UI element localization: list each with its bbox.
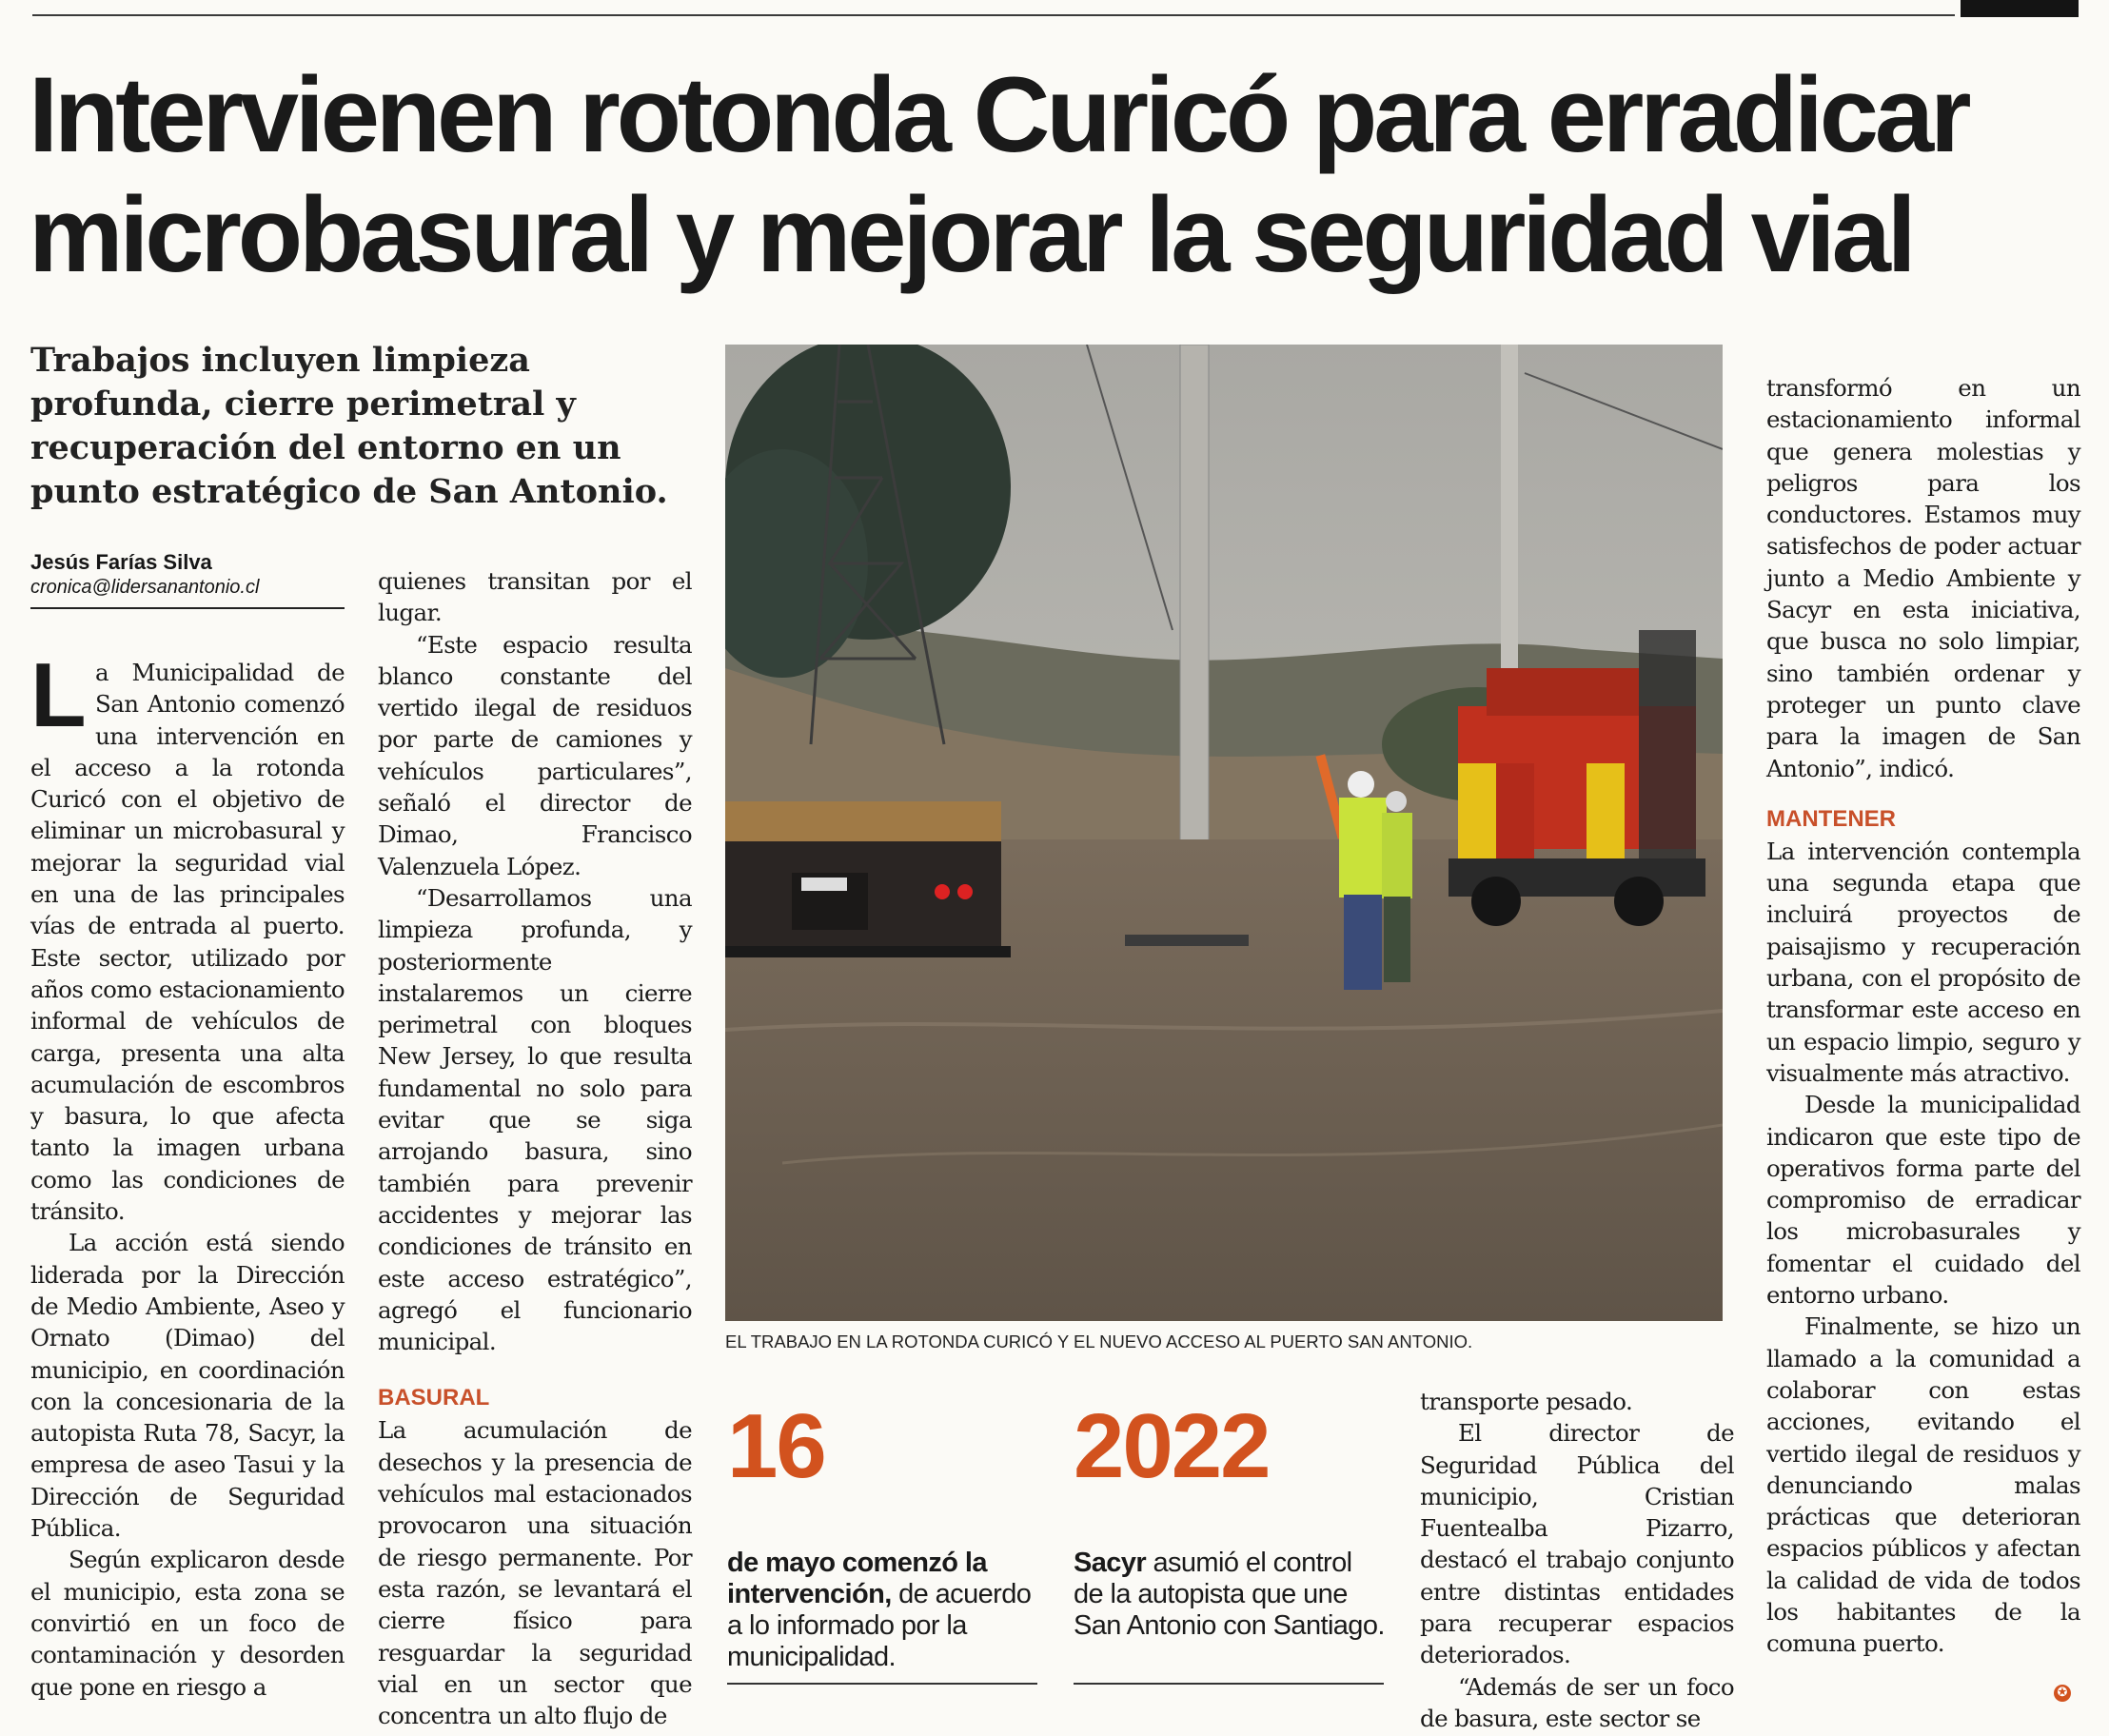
section-tab: [1961, 0, 2079, 17]
body-paragraph: quienes transitan por el lugar.: [378, 567, 692, 627]
top-rule: [32, 14, 1955, 16]
photo-flatbed-truck: [725, 801, 1011, 957]
body-paragraph: transporte pesado.: [1420, 1388, 1633, 1415]
body-paragraph: La acumulación de desechos y la presencia de vehículos mal estacionados provocaron una situación de riesgo permanente. Por esta razón, se levantará el cierre físico para resguardar la seguridad vial en un sector que concentra un alto flujo de: [378, 1416, 692, 1730]
article-column-2: [378, 565, 692, 1731]
body-paragraph: [30, 644, 345, 1227]
stat-number-2: 2022: [1074, 1395, 1270, 1497]
subheadline: Trabajos incluyen limpieza profunda, cierre perimetral y recuperación del entorno en un punto estratégico de San Antonio.: [30, 341, 668, 511]
stat-rule: [1074, 1683, 1384, 1685]
stat-label-bold: de mayo comenzó la intervención,: [727, 1548, 987, 1609]
body-paragraph: La intervención contempla una segunda etapa que incluirá proyectos de paisajismo y recuperación urbana, con el propósito de transformar este acceso en un espacio limpio, seguro y visualmente más atractivo.: [1766, 837, 2080, 1087]
stat-label-2: [1074, 1548, 1388, 1642]
stat-rule: [727, 1683, 1037, 1685]
drop-cap: L: [30, 644, 87, 746]
stat-label-text: de acuerdo a lo informado por la municipalidad.: [727, 1579, 1032, 1672]
photo-utility-pole: [1501, 345, 1518, 706]
section-heading-mantener: MANTENER: [1766, 805, 1896, 832]
stat-label-1: [727, 1548, 1041, 1673]
body-paragraph: La acción está siendo liderada por la Dirección de Medio Ambiente, Aseo y Ornato (Dimao) del municipio, en coordinación con la concesionaria de la autopista Ruta 78, Sacyr, la empresa de aseo Tasui y la Dirección de Seguridad Pública.: [30, 1229, 345, 1543]
headline-line-2: microbasural y mejorar la seguridad vial: [29, 175, 1913, 294]
body-paragraph: Finalmente, se hizo un llamado a la comunidad a colaborar con estas acciones, evitando el vertido ilegal de residuos y denunciando malas prácticas que deterioran espacios públicos y afectan la calidad de vida de todos los habitantes de la comuna puerto.: [1766, 1312, 2080, 1658]
paragraph-text: a Municipalidad de San Antonio comenzó una intervención en el acceso a la rotonda Curicó con el objetivo de eliminar un microbasural y mejorar la seguridad vial en una de las principales vías de entrada al puerto. Este sector, utilizado por años como estacionamiento informal de vehículos de carga, presenta una alta acumulación de escombros y basura, lo que afecta tanto la imagen urbana como las condiciones de tránsito.: [30, 659, 345, 1226]
photo-caption: EL TRABAJO EN LA ROTONDA CURICÓ Y EL NUEVO ACCESO AL PUERTO SAN ANTONIO.: [725, 1332, 1473, 1351]
article-photo: [725, 345, 1723, 1321]
stat-number-1: 16: [727, 1395, 825, 1497]
body-paragraph: “Este espacio resulta blanco constante del vertido ilegal de residuos por parte de camiones y vehículos particulares”, señaló el director de Dimao, Francisco Valenzuela López.: [378, 630, 692, 880]
body-paragraph: Desde la municipalidad indicaron que este tipo de operativos forma parte del compromiso de erradicar los microbasurales y fomentar el cuidado del entorno urbano.: [1766, 1091, 2080, 1310]
headline-line-1: Intervienen rotonda Curicó para erradicar: [29, 55, 1968, 174]
byline: [30, 550, 345, 609]
author-name: Jesús Farías Silva: [30, 550, 212, 574]
photo-worker: [1382, 791, 1412, 982]
end-of-article-icon: ✪: [2054, 1685, 2071, 1702]
body-paragraph: “Desarrollamos una limpieza profunda, y posteriormente instalaremos un cierre perimetral con bloques New Jersey, lo que resulta fundamental no solo para evitar que se siga arrojando basura, sino también para prevenir accidentes y mejorar las condiciones de tránsito en este acceso estratégico”, agregó el funcionario municipal.: [378, 883, 692, 1356]
stat-label-bold: Sacyr: [1074, 1548, 1147, 1578]
body-paragraph: transformó en un estacionamiento informal que genera molestias y peligros para los conductores. Estamos muy satisfechos de poder actuar junto a Medio Ambiente y Sacyr en esta iniciativa, que busca no solo limpiar, sino también ordenar y proteger un punto clave para la imagen de San Antonio”, indicó.: [1766, 374, 2080, 782]
body-paragraph: Según explicaron desde el municipio, esta zona se convirtió en un foco de contaminación y desorden que pone en riesgo a: [30, 1546, 345, 1701]
section-heading-basural: BASURAL: [378, 1385, 490, 1411]
article-column-3: [1420, 1386, 1734, 1734]
article-column-4: [1766, 372, 2080, 1660]
body-paragraph: El director de Seguridad Pública del municipio, Cristian Fuentealba Pizarro, destacó el trabajo conjunto entre distintas entidades para recuperar espacios deteriorados.: [1420, 1419, 1734, 1669]
stat-label-text: asumió el control de la autopista que une San Antonio con Santiago.: [1074, 1548, 1385, 1641]
byline-rule: [30, 607, 345, 609]
article-column-1: [30, 644, 345, 1703]
body-paragraph: “Además de ser un foco de basura, este sector se: [1420, 1672, 1734, 1732]
photo-tow-truck: [1449, 630, 1705, 926]
author-email[interactable]: cronica@lidersanantonio.cl: [30, 577, 260, 598]
headline: [29, 55, 2084, 295]
